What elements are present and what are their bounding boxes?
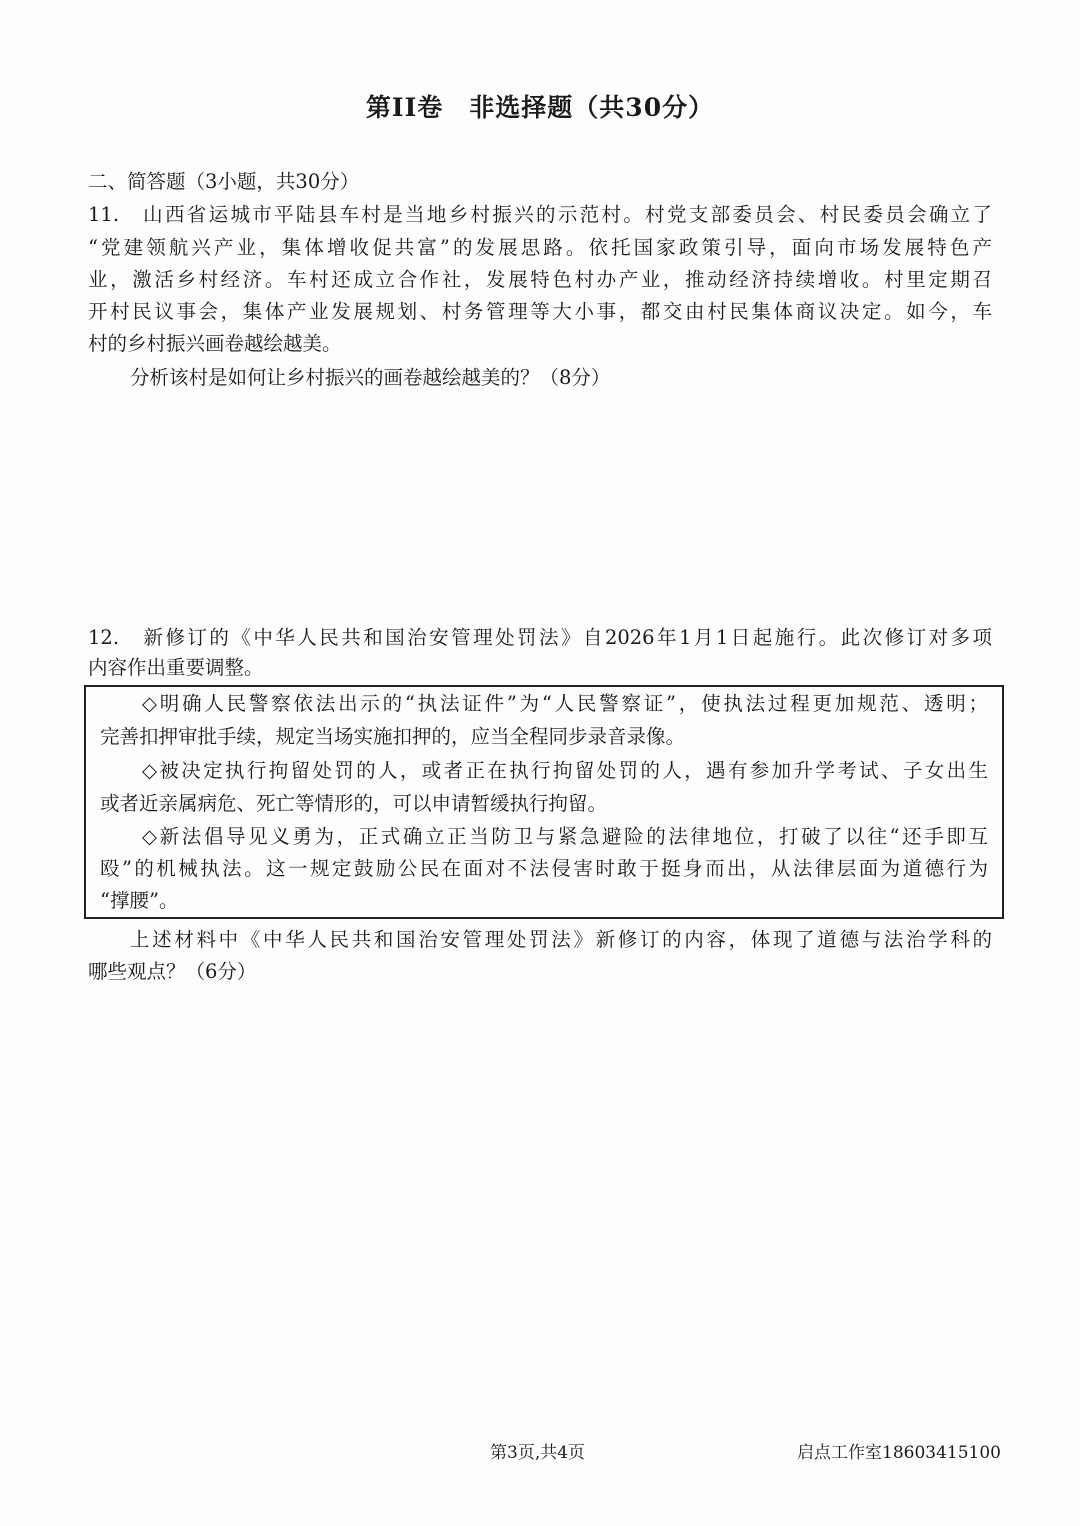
question-12-line: 内容作出重要调整。 <box>88 656 264 679</box>
material-line: ◇新法倡导见义勇为，正式确立正当防卫与紧急避险的法律地位，打破了以往“还手即互 <box>142 825 988 848</box>
question-11-line: 11. 山西省运城市平陆县车村是当地乡村振兴的示范村。村党支部委员会、村民委员会确立了 <box>88 203 992 226</box>
page-number: 第3页,共4页 <box>490 1443 586 1463</box>
material-line: 殴”的机械执法。这一规定鼓励公民在面对不法侵害时敢于挺身而出，从法律层面为道德行为 <box>100 857 988 880</box>
material-box <box>84 685 1004 919</box>
page-title: 第II卷 非选择题（共30分） <box>365 93 715 122</box>
question-11-prompt: 分析该村是如何让乡村振兴的画卷越绘越美的？（8分） <box>130 366 611 389</box>
question-12-line: 12. 新修订的《中华人民共和国治安管理处罚法》自2026年1月1日起施行。此次修订对多项 <box>88 626 992 649</box>
question-11-line: 业，激活乡村经济。车村还成立合作社，发展特色村办产业，推动经济持续增收。村里定期召 <box>88 268 992 291</box>
question-12-prompt: 上述材料中《中华人民共和国治安管理处罚法》新修订的内容，体现了道德与法治学科的 <box>130 928 992 951</box>
studio-contact: 启点工作室18603415100 <box>797 1443 1001 1463</box>
material-line: 或者近亲属病危、死亡等情形的，可以申请暂缓执行拘留。 <box>100 792 608 815</box>
question-12-prompt: 哪些观点？（6分） <box>88 960 257 983</box>
material-line: “撑腰”。 <box>100 889 179 912</box>
question-11-line: 村的乡村振兴画卷越绘越美。 <box>88 332 342 355</box>
material-line: ◇明确人民警察依法出示的“执法证件”为“人民警察证”，使执法过程更加规范、透明； <box>142 692 988 715</box>
section-heading: 二、简答题（3小题，共30分） <box>88 170 360 193</box>
material-line: 完善扣押审批手续，规定当场实施扣押的，应当全程同步录音录像。 <box>100 725 686 748</box>
question-11-line: 开村民议事会，集体产业发展规划、村务管理等大小事，都交由村民集体商议决定。如今，车 <box>88 300 992 323</box>
question-11-line: “党建领航兴产业，集体增收促共富”的发展思路。依托国家政策引导，面向市场发展特色产 <box>88 236 992 259</box>
material-line: ◇被决定执行拘留处罚的人，或者正在执行拘留处罚的人，遇有参加升学考试、子女出生 <box>142 759 988 782</box>
